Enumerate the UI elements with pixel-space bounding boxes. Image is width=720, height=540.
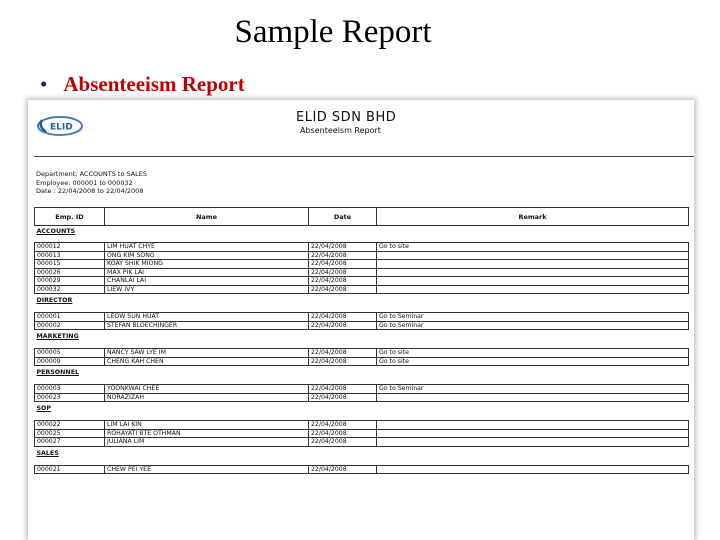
emp-id-cell: 000001 bbox=[35, 313, 105, 322]
remark-cell: Go to site bbox=[377, 357, 689, 366]
table-row bbox=[35, 321, 689, 330]
emp-id-cell: 000013 bbox=[35, 251, 105, 260]
header-divider bbox=[34, 156, 694, 157]
table-row bbox=[35, 393, 689, 402]
department-heading-row bbox=[35, 402, 689, 417]
table-row bbox=[35, 313, 689, 322]
date-cell: 22/04/2008 bbox=[309, 243, 377, 252]
report-image bbox=[28, 100, 694, 540]
table-row bbox=[35, 268, 689, 277]
logo-text: ELID bbox=[50, 122, 73, 133]
column-header-remark: Remark bbox=[377, 208, 689, 226]
column-header-date: Date bbox=[309, 208, 377, 226]
remark-cell: Go to site bbox=[377, 349, 689, 358]
bullet-dot: • bbox=[40, 72, 48, 96]
table-body bbox=[35, 226, 689, 474]
remark-cell bbox=[377, 251, 689, 260]
emp-id-cell: 000009 bbox=[35, 357, 105, 366]
date-cell: 22/04/2008 bbox=[309, 277, 377, 286]
table-row bbox=[35, 465, 689, 474]
table-row bbox=[35, 438, 689, 447]
column-header-name: Name bbox=[105, 208, 309, 226]
date-cell: 22/04/2008 bbox=[309, 321, 377, 330]
date-cell: 22/04/2008 bbox=[309, 260, 377, 269]
name-cell: LIM HUAT CHYE bbox=[105, 243, 309, 252]
name-cell: YOONKWAI CHEE bbox=[105, 385, 309, 394]
date-cell: 22/04/2008 bbox=[309, 357, 377, 366]
remark-cell bbox=[377, 438, 689, 447]
date-cell: 22/04/2008 bbox=[309, 285, 377, 294]
department-heading-row bbox=[35, 366, 689, 381]
table-row bbox=[35, 260, 689, 269]
remark-cell: Go to Seminar bbox=[377, 321, 689, 330]
table-row bbox=[35, 243, 689, 252]
remark-cell bbox=[377, 465, 689, 474]
elid-logo bbox=[36, 114, 86, 138]
department-name: MARKETING bbox=[36, 333, 79, 340]
name-cell: JULIANA LIM bbox=[105, 438, 309, 447]
remark-cell: Go to Seminar bbox=[377, 385, 689, 394]
emp-id-cell: 000029 bbox=[35, 277, 105, 286]
remark-cell bbox=[377, 260, 689, 269]
name-cell: STEFAN BLOECHINGER bbox=[105, 321, 309, 330]
employee-range: Employee: 000001 to 000032 bbox=[36, 178, 133, 187]
report-criteria bbox=[36, 170, 147, 196]
table-row bbox=[35, 251, 689, 260]
emp-id-cell: 000025 bbox=[35, 429, 105, 438]
table-row bbox=[35, 421, 689, 430]
name-cell: ONG KIM SONG bbox=[105, 251, 309, 260]
department-range: Department: ACCOUNTS to SALES bbox=[36, 170, 148, 178]
date-cell: 22/04/2008 bbox=[309, 385, 377, 394]
name-cell: LIEW IVY bbox=[105, 285, 309, 294]
name-cell: MAX PIK LAI bbox=[105, 268, 309, 277]
department-heading-row bbox=[35, 446, 689, 461]
remark-cell: Go to site bbox=[377, 243, 689, 252]
emp-id-cell: 000023 bbox=[35, 393, 105, 402]
table-row bbox=[35, 285, 689, 294]
department-name: SALES bbox=[36, 449, 59, 457]
remark-cell bbox=[377, 277, 689, 286]
date-cell: 22/04/2008 bbox=[309, 465, 377, 474]
date-cell: 22/04/2008 bbox=[309, 429, 377, 438]
slide-title: Sample Report bbox=[234, 14, 432, 50]
remark-cell bbox=[377, 285, 689, 294]
remark-cell bbox=[377, 429, 689, 438]
emp-id-cell: 000012 bbox=[35, 243, 105, 252]
table-header-row bbox=[35, 208, 689, 226]
department-name: ACCOUNTS bbox=[36, 228, 76, 235]
department-name: PERSONNEL bbox=[36, 369, 80, 376]
name-cell: LIM LAI KIN bbox=[105, 421, 309, 430]
date-range: Date : 22/04/2008 to 22/04/2008 bbox=[36, 187, 144, 195]
emp-id-cell: 000003 bbox=[35, 385, 105, 394]
name-cell: ROHAYATI BTE OTHMAN bbox=[105, 429, 309, 438]
department-heading-row bbox=[35, 294, 689, 309]
emp-id-cell: 000005 bbox=[35, 349, 105, 358]
date-cell: 22/04/2008 bbox=[309, 393, 377, 402]
name-cell: LEOW SUN HUAT bbox=[105, 313, 309, 322]
emp-id-cell: 000015 bbox=[35, 260, 105, 269]
name-cell: CHANLAI LAI bbox=[105, 277, 309, 286]
department-name: SOP bbox=[36, 405, 52, 412]
emp-id-cell: 000027 bbox=[35, 438, 105, 447]
table-row bbox=[35, 349, 689, 358]
bullet-item bbox=[40, 72, 245, 97]
name-cell: KOAY SHIK MIONG bbox=[105, 260, 309, 269]
remark-cell bbox=[377, 393, 689, 402]
emp-id-cell: 000032 bbox=[35, 285, 105, 294]
date-cell: 22/04/2008 bbox=[309, 349, 377, 358]
date-cell: 22/04/2008 bbox=[309, 268, 377, 277]
emp-id-cell: 000026 bbox=[35, 268, 105, 277]
name-cell: NORAZIZAH bbox=[105, 393, 309, 402]
column-header-emp-id: Emp. ID bbox=[35, 208, 105, 226]
table-row bbox=[35, 429, 689, 438]
date-cell: 22/04/2008 bbox=[309, 251, 377, 260]
remark-cell bbox=[377, 268, 689, 277]
table-row bbox=[35, 277, 689, 286]
department-name: DIRECTOR bbox=[36, 297, 73, 304]
department-heading-row bbox=[35, 226, 689, 239]
name-cell: CHENG KAH CHEN bbox=[105, 357, 309, 366]
remark-cell bbox=[377, 421, 689, 430]
department-heading-row bbox=[35, 330, 689, 345]
emp-id-cell: 000022 bbox=[35, 421, 105, 430]
report-name: Absenteeism Report bbox=[300, 126, 381, 135]
name-cell: CHEW PEI YEE bbox=[105, 465, 309, 474]
table-row bbox=[35, 385, 689, 394]
absentee-table bbox=[34, 207, 689, 474]
name-cell: NANCY SAW LYE IM bbox=[105, 349, 309, 358]
date-cell: 22/04/2008 bbox=[309, 438, 377, 447]
company-name: ELID SDN BHD bbox=[296, 110, 397, 125]
bullet-text: Absenteeism Report bbox=[63, 72, 245, 96]
table-row bbox=[35, 357, 689, 366]
date-cell: 22/04/2008 bbox=[309, 421, 377, 430]
emp-id-cell: 000021 bbox=[35, 465, 105, 474]
remark-cell: Go to Seminar bbox=[377, 313, 689, 322]
date-cell: 22/04/2008 bbox=[309, 313, 377, 322]
emp-id-cell: 000002 bbox=[35, 321, 105, 330]
